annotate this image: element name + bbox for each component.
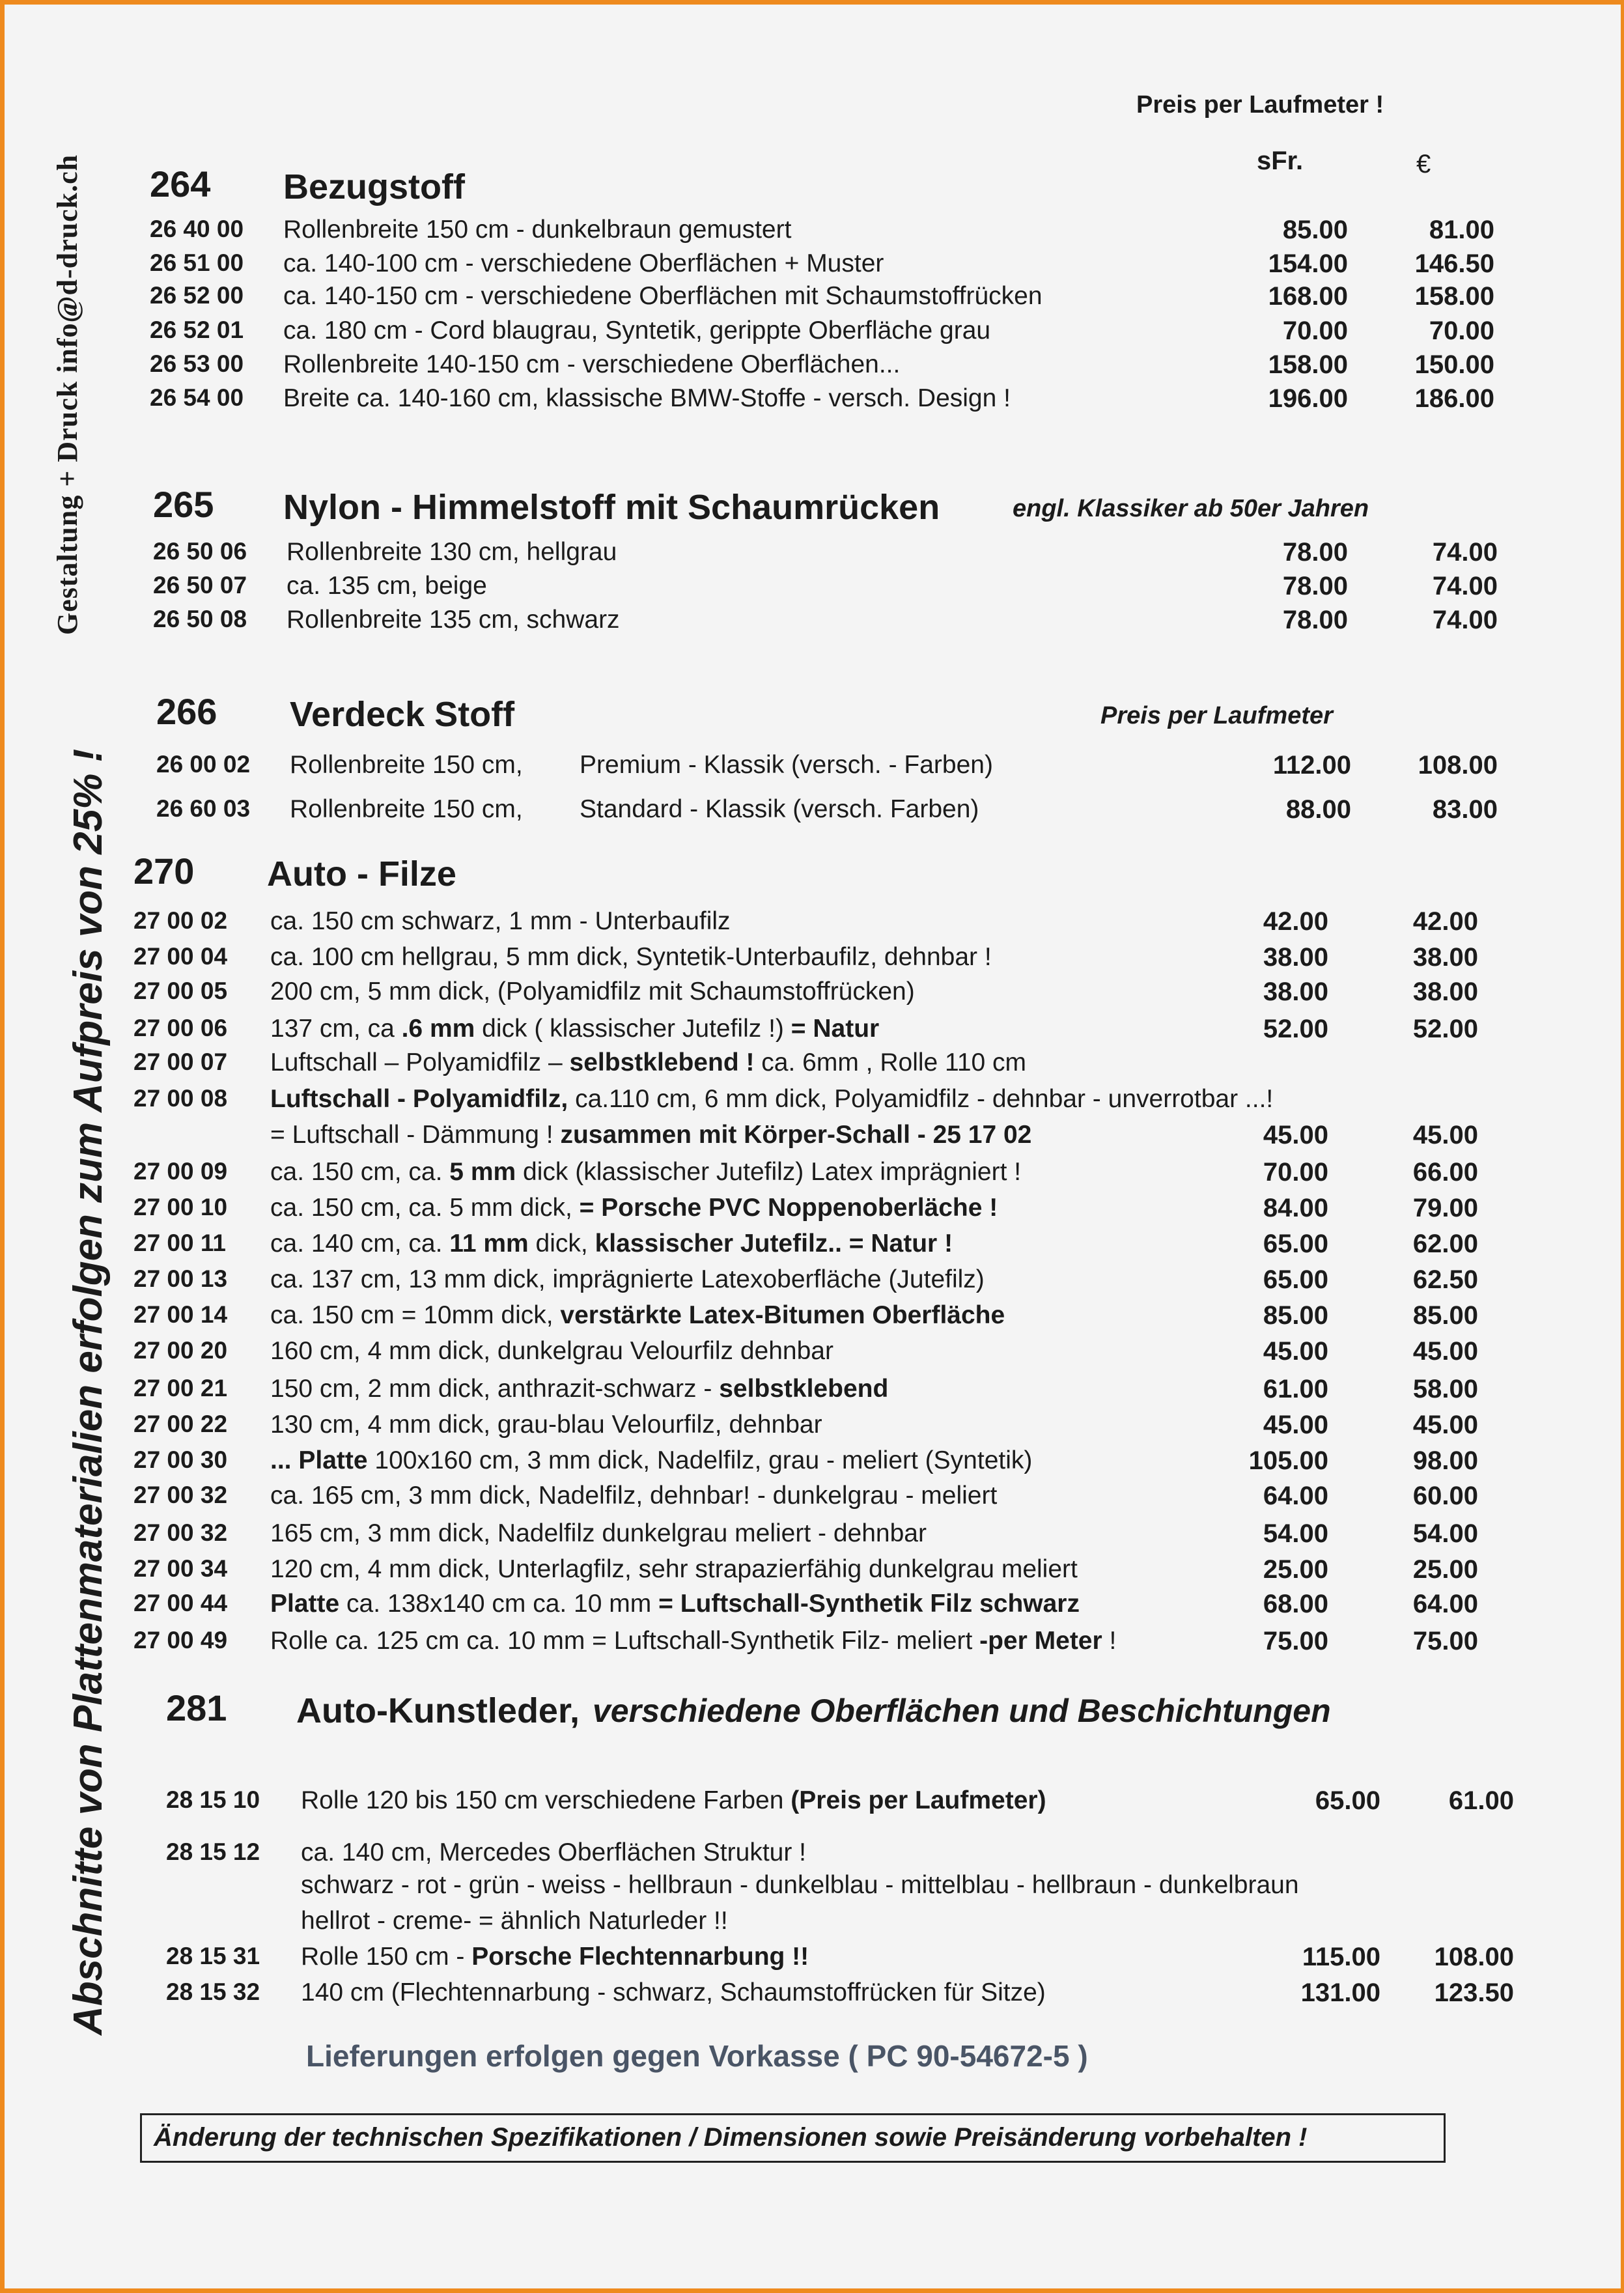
description-part: Rollenbreite 140-150 cm - verschiedene Oberflächen... [283,350,901,378]
description-part: ca. 165 cm, 3 mm dick, Nadelfilz, dehnbar! - dunkelgrau - meliert [270,1482,998,1510]
price-eur: 70.00 [1429,317,1494,345]
price-eur: 62.50 [1412,1265,1478,1294]
description-part: Breite ca. 140-160 cm, klassische BMW-Stoffe - versch. Design ! [283,384,1011,412]
column-header-eur: € [1416,150,1431,178]
article-description [283,283,1043,309]
description-part: = Porsche PVC Noppenoberläche ! [579,1194,998,1222]
article-code: 27 00 04 [133,943,228,970]
article-code: 27 00 34 [133,1555,228,1582]
section-subtitle: engl. Klassiker ab 50er Jahren [1013,495,1369,522]
price-chf: 38.00 [1263,943,1328,972]
article-description [270,1050,1026,1075]
article-description [270,1338,833,1364]
description-part: 100x160 cm, 3 mm dick, Nadelfilz, grau - meliert (Syntetik) [367,1446,1033,1474]
price-chf: 78.00 [1282,538,1348,567]
article-code: 27 00 09 [133,1158,228,1185]
price-chf: 85.00 [1263,1301,1328,1330]
price-chf: 68.00 [1263,1590,1328,1618]
description-part: = Luftschall - Dämmung ! [270,1121,561,1149]
description-part: ca. 140-100 cm - verschiedene Oberflächen + Muster [283,249,884,277]
description-part: ca. 150 cm schwarz, 1 mm - Unterbaufilz [270,907,731,935]
price-chf: 196.00 [1268,384,1348,413]
description-part: ... Platte [270,1446,368,1474]
price-eur: 66.00 [1412,1158,1478,1187]
price-chf: 78.00 [1282,572,1348,600]
article-code: 27 00 11 [133,1230,226,1256]
price-eur: 146.50 [1414,249,1494,278]
article-description [270,1231,953,1256]
article-code: 27 00 49 [133,1627,228,1653]
article-code: 26 50 06 [153,538,247,565]
article-description [283,251,884,276]
description-part: dick ( klassischer Jutefilz !) [475,1015,791,1043]
description-part: 5 mm [449,1158,516,1186]
article-code: 27 00 02 [133,907,228,934]
article-code: 27 00 13 [133,1265,228,1292]
description-part: 11 mm [449,1230,529,1258]
article-description [270,1267,985,1292]
description-part: zusammen mit Körper-Schall - 25 17 02 [560,1121,1032,1149]
article-code: 26 52 00 [150,282,244,309]
price-eur: 150.00 [1414,350,1494,379]
price-chf: 88.00 [1285,795,1351,824]
description-part: Rolle 150 cm - [301,1943,472,1971]
description-part: ca.110 cm, 6 mm dick, Polyamidfilz - dehnbar - unverrotbar ...! [568,1085,1274,1113]
article-code: 26 52 01 [150,317,244,343]
price-chf: 70.00 [1282,317,1348,345]
section-title: Auto-Kunstleder, [296,1691,580,1730]
price-chf: 78.00 [1282,606,1348,634]
article-description [270,908,731,934]
description-part: Luftschall – Polyamidfilz – [270,1048,570,1076]
description-part: ca. 137 cm, 13 mm dick, imprägnierte Latexoberfläche (Jutefilz) [270,1265,985,1293]
article-description [290,752,523,778]
article-description [283,352,900,377]
article-description [301,1980,1046,2005]
price-chf: 61.00 [1263,1375,1328,1403]
price-chf: 45.00 [1263,1411,1328,1439]
article-description [283,217,791,242]
price-eur: 42.00 [1412,907,1478,936]
disclaimer-box [140,2113,1446,2163]
description-part: selbstklebend [719,1375,889,1403]
section-title: Auto - Filze [267,854,456,893]
section-number: 264 [150,163,211,204]
article-description [270,979,915,1004]
article-code: 27 00 20 [133,1337,228,1364]
price-chf: 85.00 [1282,216,1348,244]
description-part: verstärkte Latex-Bitumen Oberfläche [560,1301,1005,1329]
description-part: dick (klassischer Jutefilz) Latex imprägniert ! [516,1158,1022,1186]
article-code: 27 00 32 [133,1482,228,1508]
article-description [270,1556,1078,1582]
article-code: 26 40 00 [150,216,244,242]
price-eur: 81.00 [1429,216,1494,244]
article-code: 26 51 00 [150,249,244,276]
disclaimer-text: Änderung der technischen Spezifikationen / Dimensionen sowie Preisänderung vorbehalten ! [154,2123,1308,2152]
price-eur: 38.00 [1412,943,1478,972]
article-description [270,1159,1021,1185]
article-code: 26 53 00 [150,350,244,377]
description-part: ca. 140 cm, Mercedes Oberflächen Struktur ! [301,1838,807,1866]
article-description [270,1483,997,1508]
article-variant: Premium - Klassik (versch. - Farben) [580,751,993,779]
price-eur: 38.00 [1412,978,1478,1006]
section-title: Bezugstoff [283,167,465,206]
price-chf: 70.00 [1263,1158,1328,1187]
description-part: ca. 6mm , Rolle 110 cm [754,1048,1027,1076]
price-eur: 62.00 [1412,1230,1478,1258]
price-chf: 45.00 [1263,1337,1328,1366]
price-eur: 85.00 [1412,1301,1478,1330]
article-code: 26 60 03 [156,795,251,822]
description-part: (Preis per Laufmeter) [791,1786,1046,1814]
article-description [301,1788,1046,1813]
price-chf: 65.00 [1315,1786,1380,1815]
price-chf: 25.00 [1263,1555,1328,1584]
description-part: ! [1102,1627,1117,1655]
article-description [270,1448,1032,1473]
article-description [270,1086,1273,1112]
description-part: Porsche Flechtennarbung !! [471,1943,809,1971]
article-description [270,1521,927,1546]
section-number: 281 [166,1687,227,1728]
price-chf: 65.00 [1263,1230,1328,1258]
price-chf: 54.00 [1263,1519,1328,1548]
price-eur: 108.00 [1434,1943,1514,1971]
article-description [270,1628,1116,1653]
price-chf: 112.00 [1272,751,1351,780]
description-part: Rollenbreite 130 cm, hellgrau [287,538,617,566]
article-code: 28 15 12 [166,1838,260,1865]
price-eur: 74.00 [1432,572,1498,600]
section-title: Nylon - Himmelstoff mit Schaumrücken [283,488,940,527]
price-chf: 84.00 [1263,1194,1328,1222]
description-part: 165 cm, 3 mm dick, Nadelfilz dunkelgrau meliert - dehnbar [270,1519,927,1547]
description-part: Rollenbreite 150 cm, [290,751,523,779]
price-chf: 158.00 [1268,350,1348,379]
article-description [283,318,990,343]
description-part: ca. 140 cm, ca. [270,1230,450,1258]
article-code: 27 00 30 [133,1446,228,1473]
article-description [290,796,523,822]
price-eur: 79.00 [1412,1194,1478,1222]
side-notice: Abschnitte von Plattenmaterialien erfolgen zum Aufpreis von 25% ! [66,748,111,2035]
description-part: klassischer Jutefilz.. = Natur ! [595,1230,953,1258]
price-eur: 158.00 [1414,282,1494,311]
description-part: ca. 150 cm, ca. [270,1158,450,1186]
description-part: Platte [270,1590,340,1618]
section-subtitle: verschiedene Oberflächen und Beschichtungen [593,1693,1331,1729]
article-description [270,1376,888,1401]
section-number: 265 [153,484,214,525]
description-part: Rollenbreite 150 cm, [290,795,523,823]
price-chf: 168.00 [1268,282,1348,311]
description-part: ca. 180 cm - Cord blaugrau, Syntetik, gerippte Oberfläche grau [283,317,991,345]
article-description [270,1195,998,1220]
price-eur: 108.00 [1418,751,1498,780]
description-part: = Luftschall-Synthetik Filz schwarz [658,1590,1080,1618]
price-eur: 58.00 [1412,1375,1478,1403]
description-part: schwarz - rot - grün - weiss - hellbraun - dunkelblau - mittelblau - hellbraun - dunkelbraun [301,1871,1299,1899]
article-description [270,1016,879,1041]
price-eur: 186.00 [1414,384,1494,413]
article-description [287,607,620,632]
price-chf: 42.00 [1263,907,1328,936]
article-description [301,1944,809,1969]
article-description [270,1412,822,1437]
price-chf: 52.00 [1263,1015,1328,1043]
description-part: ca. 140-150 cm - verschiedene Oberflächen mit Schaumstoffrücken [283,282,1043,310]
price-chf: 75.00 [1263,1627,1328,1655]
article-code: 27 00 14 [133,1301,228,1328]
description-part: Luftschall - Polyamidfilz, [270,1085,568,1113]
description-part: -per Meter [979,1627,1102,1655]
description-part: 150 cm, 2 mm dick, anthrazit-schwarz - [270,1375,720,1403]
description-part: 130 cm, 4 mm dick, grau-blau Velourfilz, dehnbar [270,1411,822,1439]
article-code: 27 00 07 [133,1048,228,1075]
description-part: 160 cm, 4 mm dick, dunkelgrau Velourfilz dehnbar [270,1337,833,1365]
column-header-chf: sFr. [1257,147,1304,175]
price-eur: 45.00 [1412,1121,1478,1149]
price-note: Preis per Laufmeter ! [1136,91,1384,119]
description-part: 200 cm, 5 mm dick, (Polyamidfilz mit Schaumstoffrücken) [270,978,915,1006]
description-part: Rolle ca. 125 cm ca. 10 mm = Luftschall-Synthetik Filz- meliert [270,1627,980,1655]
price-eur: 98.00 [1412,1446,1478,1475]
article-code: 26 00 02 [156,751,251,778]
article-code: 27 00 21 [133,1375,228,1401]
article-description [301,1908,728,1934]
price-eur: 123.50 [1434,1978,1514,2007]
price-chf: 45.00 [1263,1121,1328,1149]
price-eur: 45.00 [1412,1411,1478,1439]
description-part: ca. 150 cm = 10mm dick, [270,1301,561,1329]
description-part: ca. 100 cm hellgrau, 5 mm dick, Syntetik-Unterbaufilz, dehnbar ! [270,943,992,971]
article-description [270,1302,1005,1328]
article-code: 26 50 08 [153,606,247,632]
side-imprint: Gestaltung + Druck info@d-druck.ch [51,154,83,635]
price-eur: 74.00 [1432,606,1498,634]
section-subtitle: Preis per Laufmeter [1100,702,1333,729]
price-eur: 54.00 [1412,1519,1478,1548]
article-description [270,1591,1080,1616]
description-part: dick, [528,1230,595,1258]
description-part: 140 cm (Flechtennarbung - schwarz, Schaumstoffrücken für Sitze) [301,1978,1046,2006]
price-eur: 45.00 [1412,1337,1478,1366]
description-part: .6 mm [401,1015,475,1043]
price-chf: 115.00 [1302,1943,1380,1971]
article-code: 27 00 10 [133,1194,228,1220]
article-code: 27 00 22 [133,1411,228,1437]
price-eur: 25.00 [1412,1555,1478,1584]
article-code: 26 50 07 [153,572,247,598]
article-description [287,539,617,565]
description-part: = Natur [791,1015,880,1043]
article-description [301,1872,1299,1898]
description-part: ca. 150 cm, ca. 5 mm dick, [270,1194,580,1222]
price-eur: 61.00 [1448,1786,1514,1815]
price-eur: 83.00 [1432,795,1498,824]
article-description [283,386,1011,411]
price-chf: 131.00 [1300,1978,1380,2007]
section-number: 266 [156,691,217,732]
description-part: ca. 135 cm, beige [287,572,487,600]
article-description [301,1840,806,1865]
price-eur: 75.00 [1412,1627,1478,1655]
price-chf: 64.00 [1263,1482,1328,1510]
article-description [270,1122,1031,1147]
description-part: Rolle 120 bis 150 cm verschiedene Farben [301,1786,791,1814]
description-part: ca. 138x140 cm ca. 10 mm [339,1590,659,1618]
description-part: 137 cm, ca [270,1015,402,1043]
price-eur: 60.00 [1412,1482,1478,1510]
section-number: 270 [133,851,195,892]
article-description [287,573,487,598]
description-part: Rollenbreite 135 cm, schwarz [287,606,620,634]
price-chf: 154.00 [1268,249,1348,278]
article-code: 26 54 00 [150,384,244,411]
section-title: Verdeck Stoff [290,695,515,734]
article-code: 28 15 31 [166,1943,260,1969]
price-eur: 52.00 [1412,1015,1478,1043]
article-variant: Standard - Klassik (versch. Farben) [580,795,979,823]
article-code: 27 00 08 [133,1085,228,1112]
price-chf: 105.00 [1248,1446,1328,1475]
article-code: 27 00 06 [133,1015,228,1041]
article-code: 28 15 32 [166,1978,260,2005]
description-part: selbstklebend ! [569,1048,755,1076]
article-description [270,944,992,970]
price-eur: 74.00 [1432,538,1498,567]
description-part: 120 cm, 4 mm dick, Unterlagfilz, sehr strapazierfähig dunkelgrau meliert [270,1555,1078,1583]
article-code: 27 00 32 [133,1519,228,1546]
delivery-note: Lieferungen erfolgen gegen Vorkasse ( PC 90-54672-5 ) [306,2039,1088,2073]
price-eur: 64.00 [1412,1590,1478,1618]
article-code: 27 00 44 [133,1590,228,1616]
article-code: 27 00 05 [133,978,228,1004]
description-part: hellrot - creme- = ähnlich Naturleder !! [301,1907,728,1935]
article-code: 28 15 10 [166,1786,260,1813]
price-chf: 38.00 [1263,978,1328,1006]
price-chf: 65.00 [1263,1265,1328,1294]
description-part: Rollenbreite 150 cm - dunkelbraun gemustert [283,216,792,244]
